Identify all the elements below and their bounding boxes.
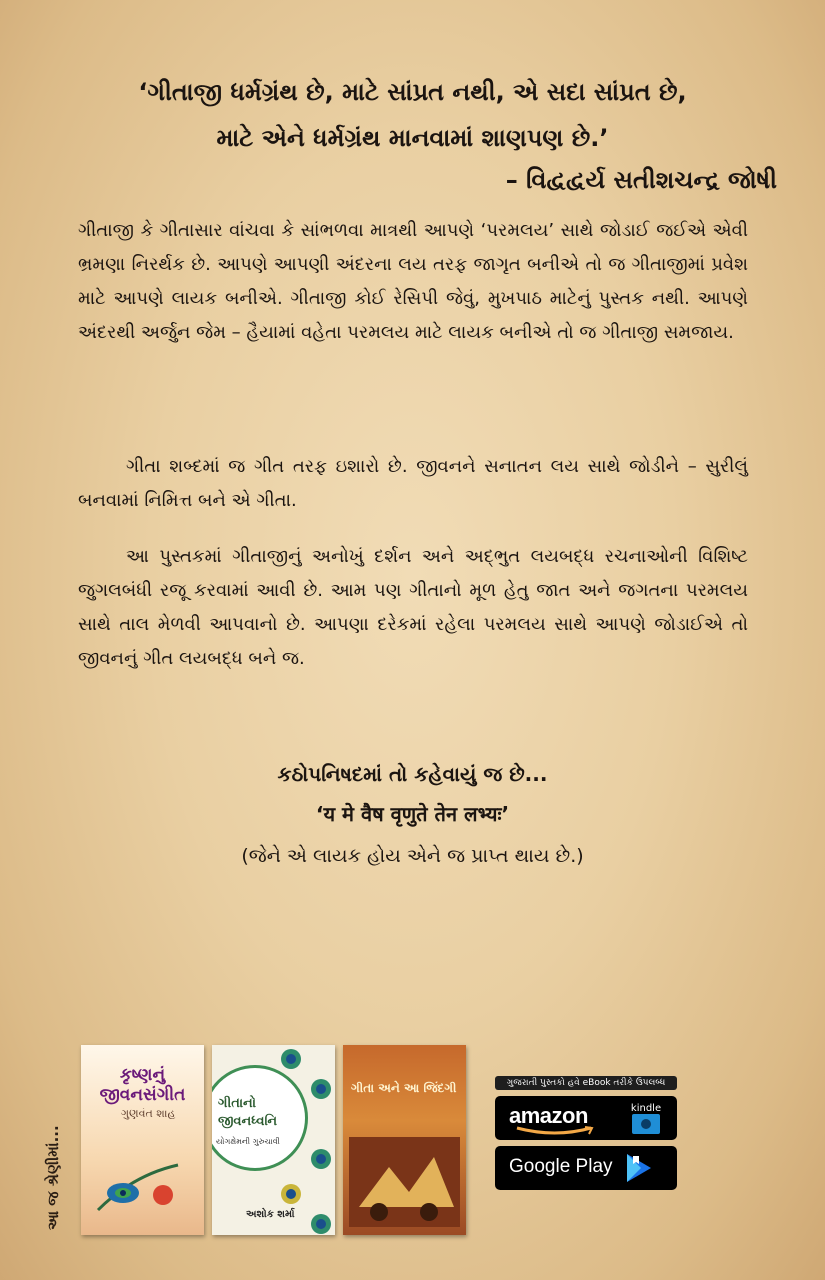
book-2-title-line-2: જીવનધ્વનિ bbox=[218, 1114, 278, 1129]
kindle-icon bbox=[625, 1100, 667, 1136]
google-play-label: Google Play bbox=[509, 1156, 613, 1177]
closing-translation: (જેને એ લાયક હોય એને જ પ્રાપ્ત થાય છે.) bbox=[241, 845, 584, 867]
closing-line-1: કઠોપનિષદમાં તો કહેવાયું જ છે... bbox=[277, 762, 548, 786]
book-cover-gitano-jivandhvani[interactable] bbox=[212, 1045, 335, 1235]
book-2-author: અશોક શર્મા bbox=[246, 1209, 295, 1220]
book-2-title-line-1: ગીતાનો bbox=[218, 1096, 256, 1111]
book-cover-krishna-jivansangit[interactable] bbox=[81, 1045, 204, 1235]
series-label: આ જ શ્રેણીમાં... bbox=[44, 1125, 62, 1230]
quote-line-2: માટે એને ધર્મગ્રંથ માનવામાં શાણપણ છે.’ bbox=[216, 124, 609, 152]
book-1-title-line-2: જીવનસંગીત bbox=[99, 1085, 186, 1105]
book-2-subtitle: યોગક્ષેમની ગુરુચાવી bbox=[216, 1137, 280, 1146]
book-cover-gita-ane-aa-jindagi[interactable] bbox=[343, 1045, 466, 1235]
ebook-availability-note: ગુજરાતી પુસ્તકો હવે eBook તરીકે ઉપલબ્ધ bbox=[495, 1076, 677, 1090]
paragraph-3: આ પુસ્તકમાં ગીતાજીનું અનોખું દર્શન અને અદ્ભુત લયબદ્ધ રચનાઓની વિશિષ્ટ જુગલબંધી રજૂ કરવામાં આવી છે. આમ પણ ગીતાનો મૂળ હેતુ જાત અને જગતના પરમલય સાથે તાલ મેળવી આપવાનો છે. આપણા દરેકમાં રહેલા પરમલય સાથે આપણે જોડાઈએ તો જીવનનું ગીત લયબદ્ધ બને જ. bbox=[78, 546, 748, 669]
chariot-battle-scene-icon bbox=[349, 1137, 460, 1227]
book-1-title-line-1: કૃષ્ણનું bbox=[119, 1065, 166, 1085]
book-1-author: ગુણવંત શાહ bbox=[121, 1107, 176, 1120]
book-2-title bbox=[218, 1095, 298, 1131]
amazon-logo-text: amazon bbox=[509, 1103, 588, 1128]
quote-author: – વિદ્વદ્વર્ય સતીશચન્દ્ર જોષી bbox=[505, 166, 777, 194]
peacock-feather-icon bbox=[93, 1155, 183, 1215]
google-play-books-icon bbox=[625, 1152, 653, 1184]
book-1-title bbox=[87, 1065, 198, 1105]
google-play-button[interactable] bbox=[495, 1146, 677, 1190]
svg-text:kindle: kindle bbox=[630, 1103, 662, 1114]
paragraph-1: ગીતાજી કે ગીતાસાર વાંચવા કે સાંભળવા માત્રથી આપણે ‘પરમલય’ સાથે જોડાઈ જઈએ એવી ભ્રમણા નિરર્થક છે. આપણે આપણી અંદરના લય તરફ જાગૃત બનીએ તો જ ગીતાજીમાં પ્રવેશ માટે આપણે લાયક બનીએ. ગીતાજી કોઈ રેસિપી જેવું, મુખપાઠ માટેનું પુસ્તક નથી. આપણે અંદરથી અર્જુન જેમ – હૈયામાં વહેતા પરમલય માટે લાયક બનીએ તો જ ગીતાજી સમજાય. bbox=[78, 220, 748, 343]
amazon-kindle-button[interactable] bbox=[495, 1096, 677, 1140]
amazon-smile-icon bbox=[515, 1126, 595, 1136]
paragraph-2: ગીતા શબ્દમાં જ ગીત તરફ ઇશારો છે. જીવનને સનાતન લય સાથે જોડીને – સુરીલું બનવામાં નિમિત્ત બને એ ગીતા. bbox=[78, 456, 748, 511]
quote-line-1: ‘ગીતાજી ધર્મગ્રંથ છે, માટે સાંપ્રત નથી, એ સદા સાંપ્રત છે, bbox=[138, 78, 687, 106]
book-3-title: ગીતા અને આ જિંદગી bbox=[351, 1081, 457, 1095]
closing-sanskrit-quote: ‘य मे वैष वृणुते तेन लभ्यः’ bbox=[315, 802, 510, 826]
